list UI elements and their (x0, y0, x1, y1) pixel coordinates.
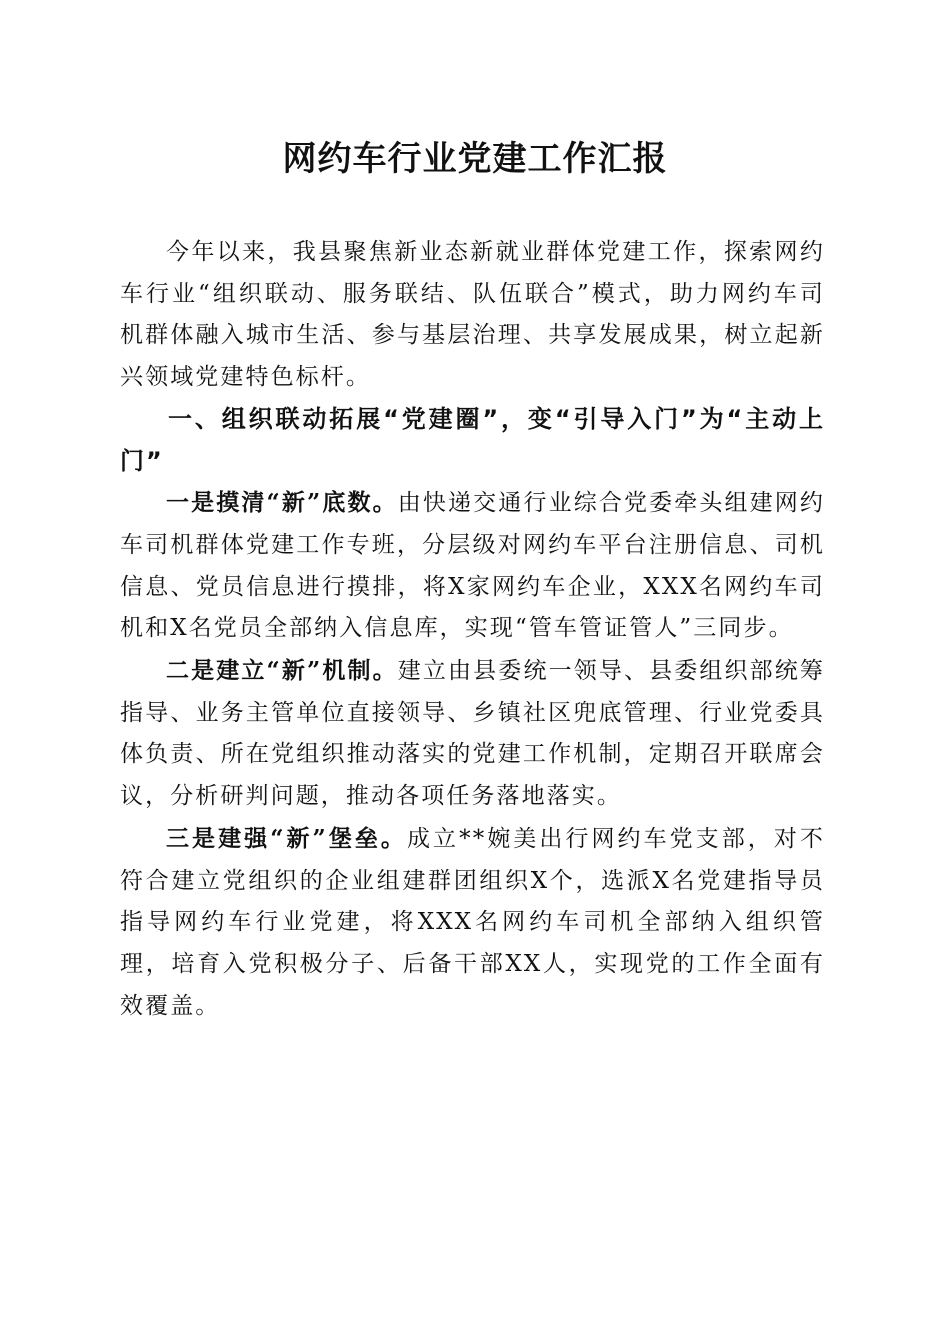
document-body (120, 232, 825, 1027)
paragraph-text: 成立**婉美出行网约车党支部，对不符合建立党组织的企业组建群团组织X个，选派X名党建指导员指导网约车行业党建，将XXX名网约车司机全部纳入组织管理，培育入党积极分子、后备干部XX人，实现党的工作全面有效覆盖。 (120, 825, 825, 1019)
document-title: 网约车行业党建工作汇报 (282, 139, 668, 179)
section-paragraph (120, 818, 825, 1028)
paragraph-text: 由快递交通行业综合党委牵头组建网约车司机群体党建工作专班，分层级对网约车平台注册信息、司机信息、党员信息进行摸排，将X家网约车企业，XXX名网约车司机和X名党员全部纳入信息库，实现“管车管证管人”三同步。 (120, 490, 825, 642)
paragraph-lead: 三是建强“新”堡垒。 (166, 824, 407, 852)
paragraph-lead: 二是建立“新”机制。 (166, 657, 398, 685)
paragraph-lead: 一是摸清“新”底数。 (166, 489, 398, 517)
intro-paragraph: 今年以来，我县聚焦新业态新就业群体党建工作，探索网约车行业“组织联动、服务联结、队伍联合”模式，助力网约车司机群体融入城市生活、参与基层治理、共享发展成果，树立起新兴领域党建特色标杆。 (120, 239, 825, 391)
section-paragraph (120, 482, 825, 650)
paragraph-text: 建立由县委统一领导、县委组织部统筹指导、业务主管单位直接领导、乡镇社区兜底管理、行业党委具体负责、所在党组织推动落实的党建工作机制，定期召开联席会议，分析研判问题，推动各项任务落地落实。 (120, 658, 825, 810)
section-paragraph (120, 650, 825, 818)
section-heading: 一、组织联动拓展“党建圈”，变“引导入门”为“主动上门” (120, 404, 825, 475)
